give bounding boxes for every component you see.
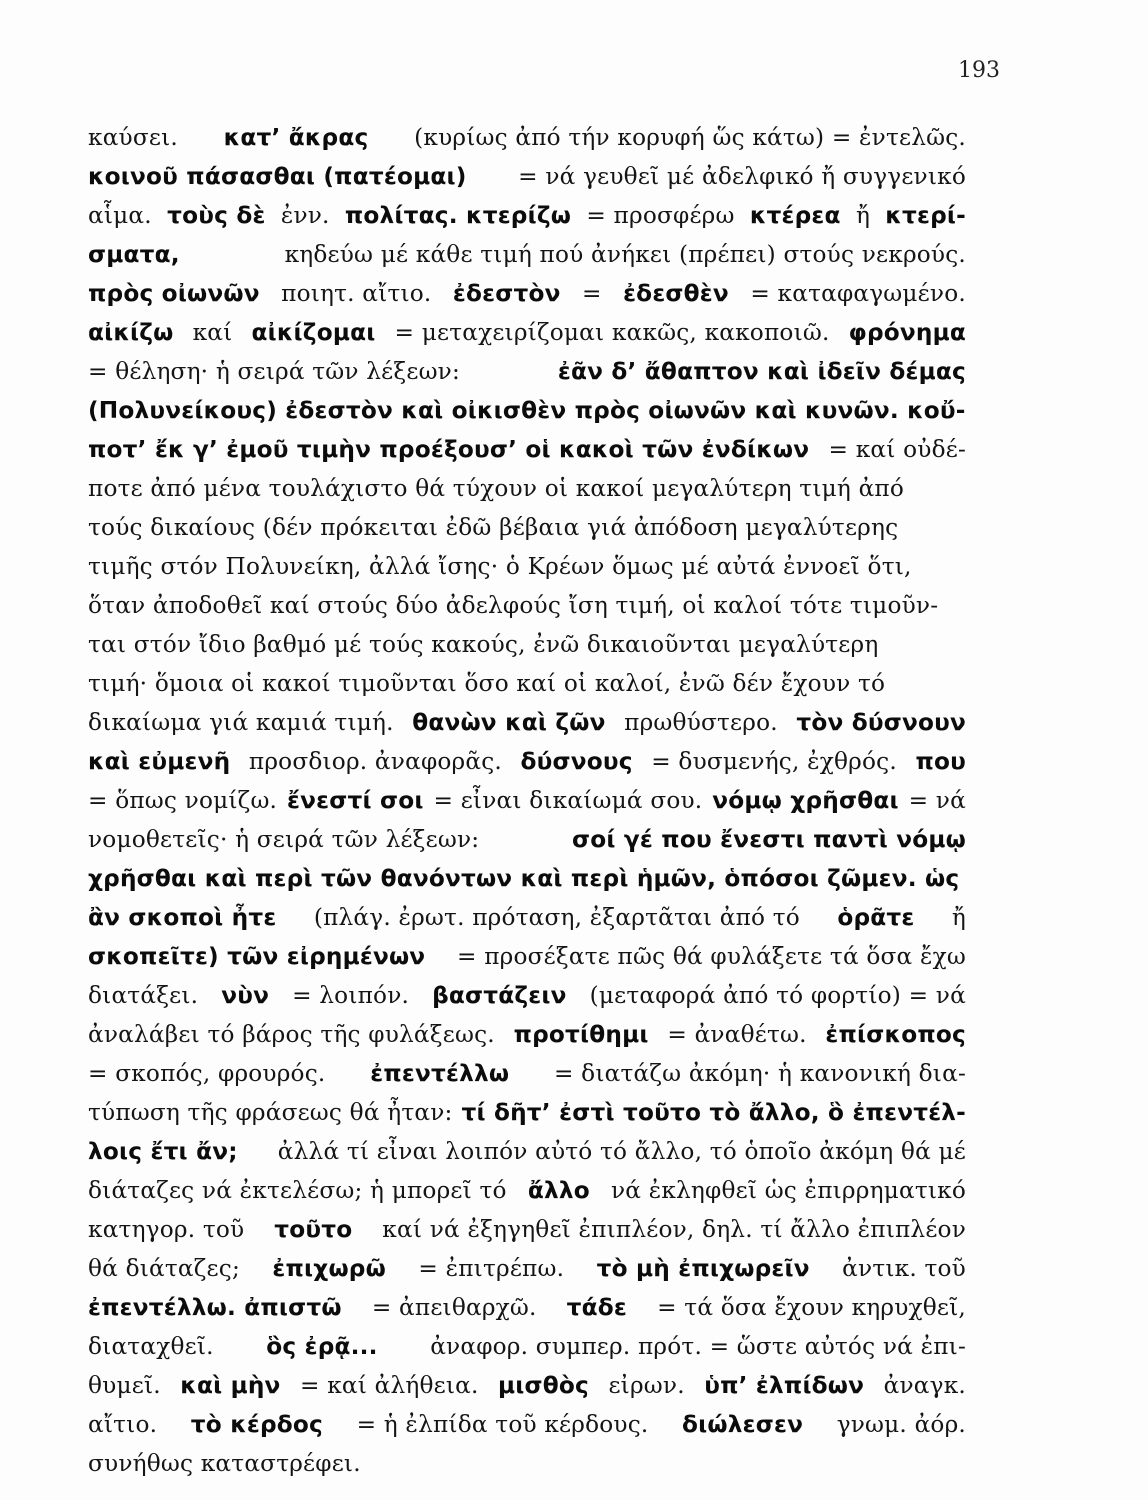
gloss-text: νά ἐκληφθεῖ ὡς ἐπιρρηματικό: [603, 1177, 966, 1204]
lemma-bold: τοῦτο: [274, 1216, 353, 1243]
gloss-text: κηδεύω μέ κάθε τιμή πού ἀνήκει (πρέπει) στούς νεκρούς.: [277, 241, 966, 268]
gloss-text: = ἐπιτρέπω.: [410, 1255, 572, 1282]
gloss-text: θυμεῖ.: [88, 1372, 169, 1399]
text-line: [88, 547, 966, 586]
lemma-bold: νόμῳ χρῆσθαι: [712, 787, 899, 814]
lemma-bold: τὸν δύσνουν: [796, 709, 966, 736]
lemma-bold: ἐπεντέλλω: [370, 1060, 510, 1087]
gloss-text: = νά γευθεῖ μέ ἀδελφικό ἤ συγγενικό: [510, 163, 966, 190]
lemma-bold: ὁρᾶτε: [837, 904, 915, 931]
lemma-bold: που: [915, 748, 966, 775]
text-line: [88, 469, 966, 508]
text-line: [88, 1405, 966, 1444]
gloss-text: εἰρων.: [600, 1372, 693, 1399]
text-line: [88, 1288, 966, 1327]
gloss-text: = καταφαγωμένο.: [742, 280, 966, 307]
lemma-bold: θανὼν καὶ ζῶν: [412, 709, 606, 736]
lemma-bold: αἰκίζομαι: [251, 319, 376, 346]
gloss-text: ἀλλά τί εἶναι λοιπόν αὐτό τό ἄλλο, τό ὁποῖο ἀκόμη θά μέ: [270, 1138, 966, 1165]
lemma-bold: ἂν σκοποὶ ἦτε: [88, 904, 277, 931]
text-line: [88, 1327, 966, 1366]
lemma-bold: ἐπιχωρῶ: [272, 1255, 386, 1282]
gloss-text: καί νά ἐξηγηθεῖ ἐπιπλέον, δηλ. τί ἄλλο ἐπιπλέον: [374, 1216, 966, 1243]
text-line: [88, 781, 966, 820]
lemma-bold: κτερί-: [885, 202, 966, 229]
gloss-text: = εἶναι δικαίωμά σου.: [425, 787, 710, 814]
gloss-text: = ἀπειθαρχῶ.: [364, 1294, 545, 1321]
gloss-text: ποτε ἀπό μένα τουλάχιστο θά τύχουν οἱ κακοί μεγαλύτερη τιμή ἀπό: [88, 475, 905, 502]
text-line: [88, 625, 966, 664]
lemma-bold: τοὺς δὲ: [167, 202, 266, 229]
gloss-text: τούς δικαίους (δέν πρόκειται ἐδῶ βέβαια γιά ἀπόδοση μεγαλύτερης: [88, 514, 899, 541]
gloss-text: ται στόν ἴδιο βαθμό μέ τούς κακούς, ἐνῶ δικαιοῦνται μεγαλύτερη: [88, 631, 879, 658]
gloss-text: γνωμ. ἀόρ.: [829, 1411, 966, 1438]
text-line: [88, 1444, 966, 1483]
gloss-text: καύσει.: [88, 124, 186, 151]
text-line: [88, 1366, 966, 1405]
lemma-bold: ἐδεστὸν: [452, 280, 561, 307]
gloss-text: ἤ: [848, 202, 878, 229]
gloss-text: συνήθως καταστρέφει.: [88, 1450, 361, 1477]
gloss-text: τύπωση τῆς φράσεως θά ἦταν:: [88, 1099, 461, 1126]
lemma-bold: ἔνεστί σοι: [287, 787, 424, 814]
text-line: [88, 586, 966, 625]
lemma-bold: σοί γέ που ἔνεστι παντὶ νόμῳ: [572, 826, 966, 853]
lemma-bold: αἰκίζω: [88, 319, 174, 346]
gloss-text: = ἀναθέτω.: [659, 1021, 815, 1048]
text-line: [88, 742, 966, 781]
lemma-bold: τὸ κέρδος: [190, 1411, 323, 1438]
gloss-text: ἀναγκ.: [876, 1372, 966, 1399]
gloss-text: ἐνν.: [273, 202, 338, 229]
lemma-bold: (Πολυνείκους) ἐδεστὸν καὶ οἰκισθὲν πρὸς οἰωνῶν καὶ κυνῶν. κοὔ-: [88, 397, 966, 424]
page-number: 193: [958, 58, 1000, 83]
gloss-text: θά διάταζες;: [88, 1255, 248, 1282]
text-line: [88, 352, 966, 391]
lemma-bold: δύσνους: [520, 748, 633, 775]
lemma-bold: ὑπ’ ἐλπίδων: [704, 1372, 865, 1399]
text-line: [88, 118, 966, 157]
gloss-text: ποιητ. αἴτιο.: [273, 280, 440, 307]
gloss-text: = τά ὅσα ἔχουν κηρυχθεῖ,: [649, 1294, 966, 1321]
gloss-text: = νά: [901, 787, 966, 814]
gloss-text: διάταζες νά ἐκτελέσω; ἡ μπορεῖ τό: [88, 1177, 515, 1204]
gloss-text: = διατάζω ἀκόμη· ἡ κανονική δια-: [546, 1060, 966, 1087]
gloss-text: ἀντικ. τοῦ: [834, 1255, 966, 1282]
lemma-bold: βαστάζειν: [432, 982, 567, 1009]
text-line: [88, 820, 966, 859]
gloss-text: αἴτιο.: [88, 1411, 165, 1438]
lemma-bold: κατ’ ἄκρας: [223, 124, 369, 151]
text-line: [88, 313, 966, 352]
lemma-bold: ἐᾶν δ’ ἄθαπτον καὶ ἰδεῖν δέμας: [557, 358, 966, 385]
gloss-text: = λοιπόν.: [284, 982, 417, 1009]
gloss-text: (μεταφορά ἀπό τό φορτίο) = νά: [582, 982, 966, 1009]
text-line: [88, 157, 966, 196]
lemma-bold: μισθὸς: [498, 1372, 589, 1399]
text-line: [88, 196, 966, 235]
lemma-bold: σκοπεῖτε) τῶν εἰρημένων: [88, 943, 426, 970]
gloss-text: = μεταχειρίζομαι κακῶς, κακοποιῶ.: [386, 319, 838, 346]
text-line: [88, 508, 966, 547]
lemma-bold: φρόνημα: [848, 319, 966, 346]
lemma-bold: τάδε: [566, 1294, 628, 1321]
gloss-text: = προσφέρω: [578, 202, 743, 229]
gloss-text: (πλάγ. ἐρωτ. πρόταση, ἐξαρτᾶται ἀπό τό: [306, 904, 808, 931]
lemma-bold: πρὸς οἰωνῶν: [88, 280, 260, 307]
gloss-text: ἀναφορ. συμπερ. πρότ. = ὥστε αὐτός νά ἐπι-: [422, 1333, 966, 1360]
text-line: [88, 1249, 966, 1288]
lemma-bold: σματα,: [88, 241, 180, 268]
lemma-bold: ποτ’ ἔκ γ’ ἐμοῦ τιμὴν προέξουσ’ οἱ κακοὶ τῶν ἐνδίκων: [88, 436, 810, 463]
lemma-bold: ἐδεσθὲν: [623, 280, 729, 307]
lemma-bold: πολίτας. κτερίζω: [344, 202, 572, 229]
text-line: [88, 664, 966, 703]
text-line: [88, 1210, 966, 1249]
text-line: [88, 937, 966, 976]
gloss-text: = καί ἀλήθεια.: [292, 1372, 487, 1399]
gloss-text: = δυσμενής, ἐχθρός.: [643, 748, 905, 775]
lemma-bold: ἐπεντέλλω. ἀπιστῶ: [88, 1294, 342, 1321]
commentary-text: [88, 118, 966, 1483]
gloss-text: (κυρίως ἀπό τήν κορυφή ὥς κάτω) = ἐντελῶς.: [406, 124, 966, 151]
gloss-text: κατηγορ. τοῦ: [88, 1216, 252, 1243]
gloss-text: = καί οὐδέ-: [820, 436, 966, 463]
text-line: [88, 430, 966, 469]
lemma-bold: κτέρεα: [749, 202, 841, 229]
gloss-text: = θέληση· ἡ σειρά τῶν λέξεων:: [88, 358, 468, 385]
gloss-text: τιμή· ὅμοια οἱ κακοί τιμοῦνται ὅσο καί οἱ καλοί, ἐνῶ δέν ἔχουν τό: [88, 670, 886, 697]
gloss-text: = ὅπως νομίζω.: [88, 787, 285, 814]
text-line: [88, 703, 966, 742]
gloss-text: = ἡ ἐλπίδα τοῦ κέρδους.: [349, 1411, 657, 1438]
gloss-text: πρωθύστερο.: [616, 709, 786, 736]
lemma-bold: καὶ εὐμενῆ: [88, 748, 231, 775]
gloss-text: νομοθετεῖς· ἡ σειρά τῶν λέξεων:: [88, 826, 487, 853]
text-line: [88, 391, 966, 430]
gloss-text: =: [574, 280, 610, 307]
gloss-text: διατάξει.: [88, 982, 206, 1009]
text-line: [88, 1054, 966, 1093]
gloss-text: αἷμα.: [88, 202, 160, 229]
lemma-bold: ἐπίσκοπος: [825, 1021, 966, 1048]
text-line: [88, 235, 966, 274]
gloss-text: τιμῆς στόν Πολυνείκη, ἀλλά ἴσης· ὁ Κρέων ὅμως μέ αὐτά ἐννοεῖ ὅτι,: [88, 553, 912, 580]
lemma-bold: προτίθημι: [513, 1021, 649, 1048]
lemma-bold: ὃς ἐρᾷ...: [266, 1333, 378, 1360]
text-line: [88, 898, 966, 937]
gloss-text: = σκοπός, φρουρός.: [88, 1060, 334, 1087]
gloss-text: καί: [185, 319, 241, 346]
lemma-bold: λοις ἔτι ἄν;: [88, 1138, 238, 1165]
lemma-bold: καὶ μὴν: [180, 1372, 281, 1399]
lemma-bold: νὺν: [221, 982, 270, 1009]
lemma-bold: τί δῆτ’ ἐστὶ τοῦτο τὸ ἄλλο, ὃ ἐπεντέλ-: [461, 1099, 966, 1126]
lemma-bold: τὸ μὴ ἐπιχωρεῖν: [596, 1255, 810, 1282]
gloss-text: ἀναλάβει τό βάρος τῆς φυλάξεως.: [88, 1021, 503, 1048]
text-line: [88, 274, 966, 313]
text-line: [88, 1132, 966, 1171]
gloss-text: διαταχθεῖ.: [88, 1333, 222, 1360]
gloss-text: ἤ: [944, 904, 966, 931]
gloss-text: = προσέξατε πῶς θά φυλάξετε τά ὅσα ἔχω: [449, 943, 966, 970]
lemma-bold: ἄλλο: [527, 1177, 590, 1204]
gloss-text: προσδιορ. ἀναφορᾶς.: [241, 748, 510, 775]
text-line: [88, 1093, 966, 1132]
lemma-bold: κοινοῦ πάσασθαι (πατέομαι): [88, 163, 467, 190]
text-line: [88, 1015, 966, 1054]
gloss-text: ὅταν ἀποδοθεῖ καί στούς δύο ἀδελφούς ἴση τιμή, οἱ καλοί τότε τιμοῦν-: [88, 592, 939, 619]
text-line: [88, 859, 966, 898]
gloss-text: δικαίωμα γιά καμιά τιμή.: [88, 709, 402, 736]
text-line: [88, 976, 966, 1015]
lemma-bold: διώλεσεν: [682, 1411, 804, 1438]
lemma-bold: χρῆσθαι καὶ περὶ τῶν θανόντων καὶ περὶ ἡμῶν, ὁπόσοι ζῶμεν. ὡς: [88, 865, 960, 892]
text-line: [88, 1171, 966, 1210]
